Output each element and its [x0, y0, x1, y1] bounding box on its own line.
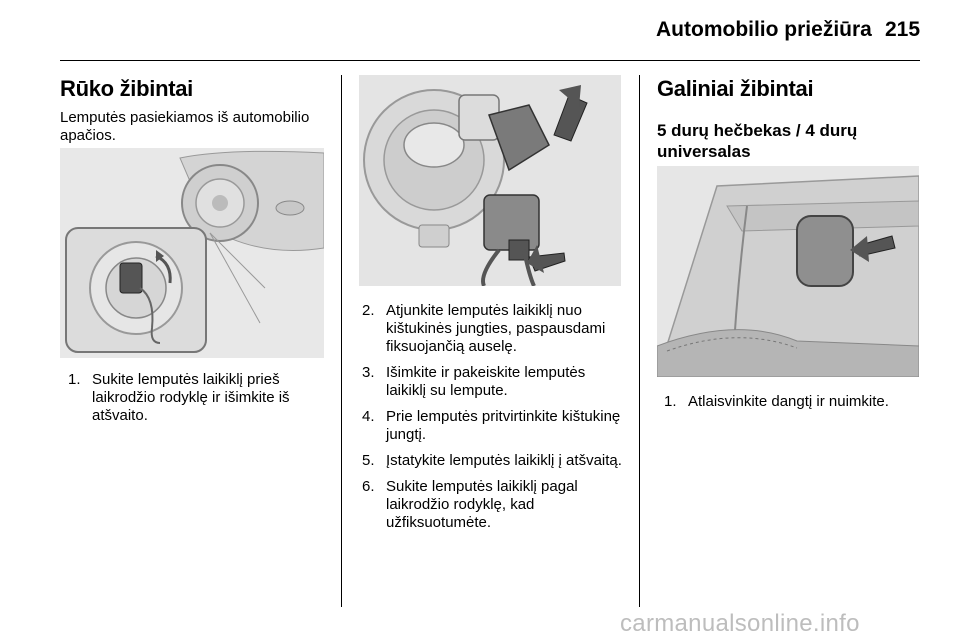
running-header-title: Automobilio priežiūra — [656, 18, 872, 41]
column-divider-left — [341, 75, 342, 607]
page-number: 215 — [885, 18, 921, 41]
step-number: 2. — [362, 302, 375, 319]
step-number: 3. — [362, 364, 375, 381]
step-item — [68, 371, 333, 425]
bulb-holder-drawing — [359, 75, 621, 286]
right-steps — [664, 393, 926, 419]
step-text: Sukite lemputės laikiklį prieš laikrodžio rodyklę ir išimkite iš atšvaito. — [92, 371, 290, 424]
fog-light-drawing — [60, 148, 324, 358]
rear-trim-drawing — [657, 166, 919, 377]
step-item — [362, 364, 627, 400]
step-text: Įstatykite lemputės laikiklį į atšvaitą. — [386, 452, 622, 469]
middle-steps — [362, 302, 627, 540]
bulb-holder-illustration — [359, 75, 621, 286]
step-item — [362, 408, 627, 444]
step-number: 6. — [362, 478, 375, 495]
step-item — [362, 452, 627, 470]
fog-light-illustration — [60, 148, 324, 358]
intro-paragraph: Lemputės pasiekiamos iš automobilio apačios. — [60, 109, 310, 144]
step-number: 4. — [362, 408, 375, 425]
step-text: Sukite lemputės laikiklį pagal laikrodžio rodyklę, kad užfiksuotumėte. — [386, 478, 578, 531]
header-rule — [60, 60, 920, 61]
rear-trim-panel-illustration — [657, 166, 919, 377]
step-item — [664, 393, 926, 411]
step-text: Atlaisvinkite dangtį ir nuimkite. — [688, 393, 889, 410]
step-item — [362, 302, 627, 356]
step-text: Prie lemputės pritvirtinkite kištukinę jungtį. — [386, 408, 621, 443]
watermark: carmanualsonline.info — [620, 610, 860, 637]
step-text: Atjunkite lemputės laikiklį nuo kištukinės jungties, paspausdami fiksuojančią auselę. — [386, 302, 606, 355]
column-divider-right — [639, 75, 640, 607]
subheading-body-variants: 5 durų hečbekas / 4 durų universalas — [657, 121, 858, 161]
step-number: 5. — [362, 452, 375, 469]
step-number: 1. — [68, 371, 81, 388]
section-heading-rear-lights: Galiniai žibintai — [657, 76, 814, 101]
section-heading-fog-lights: Rūko žibintai — [60, 76, 193, 101]
step-item — [362, 478, 627, 532]
left-steps — [68, 371, 333, 433]
step-number: 1. — [664, 393, 677, 410]
step-text: Išimkite ir pakeiskite lemputės laikiklį su lempute. — [386, 364, 586, 399]
